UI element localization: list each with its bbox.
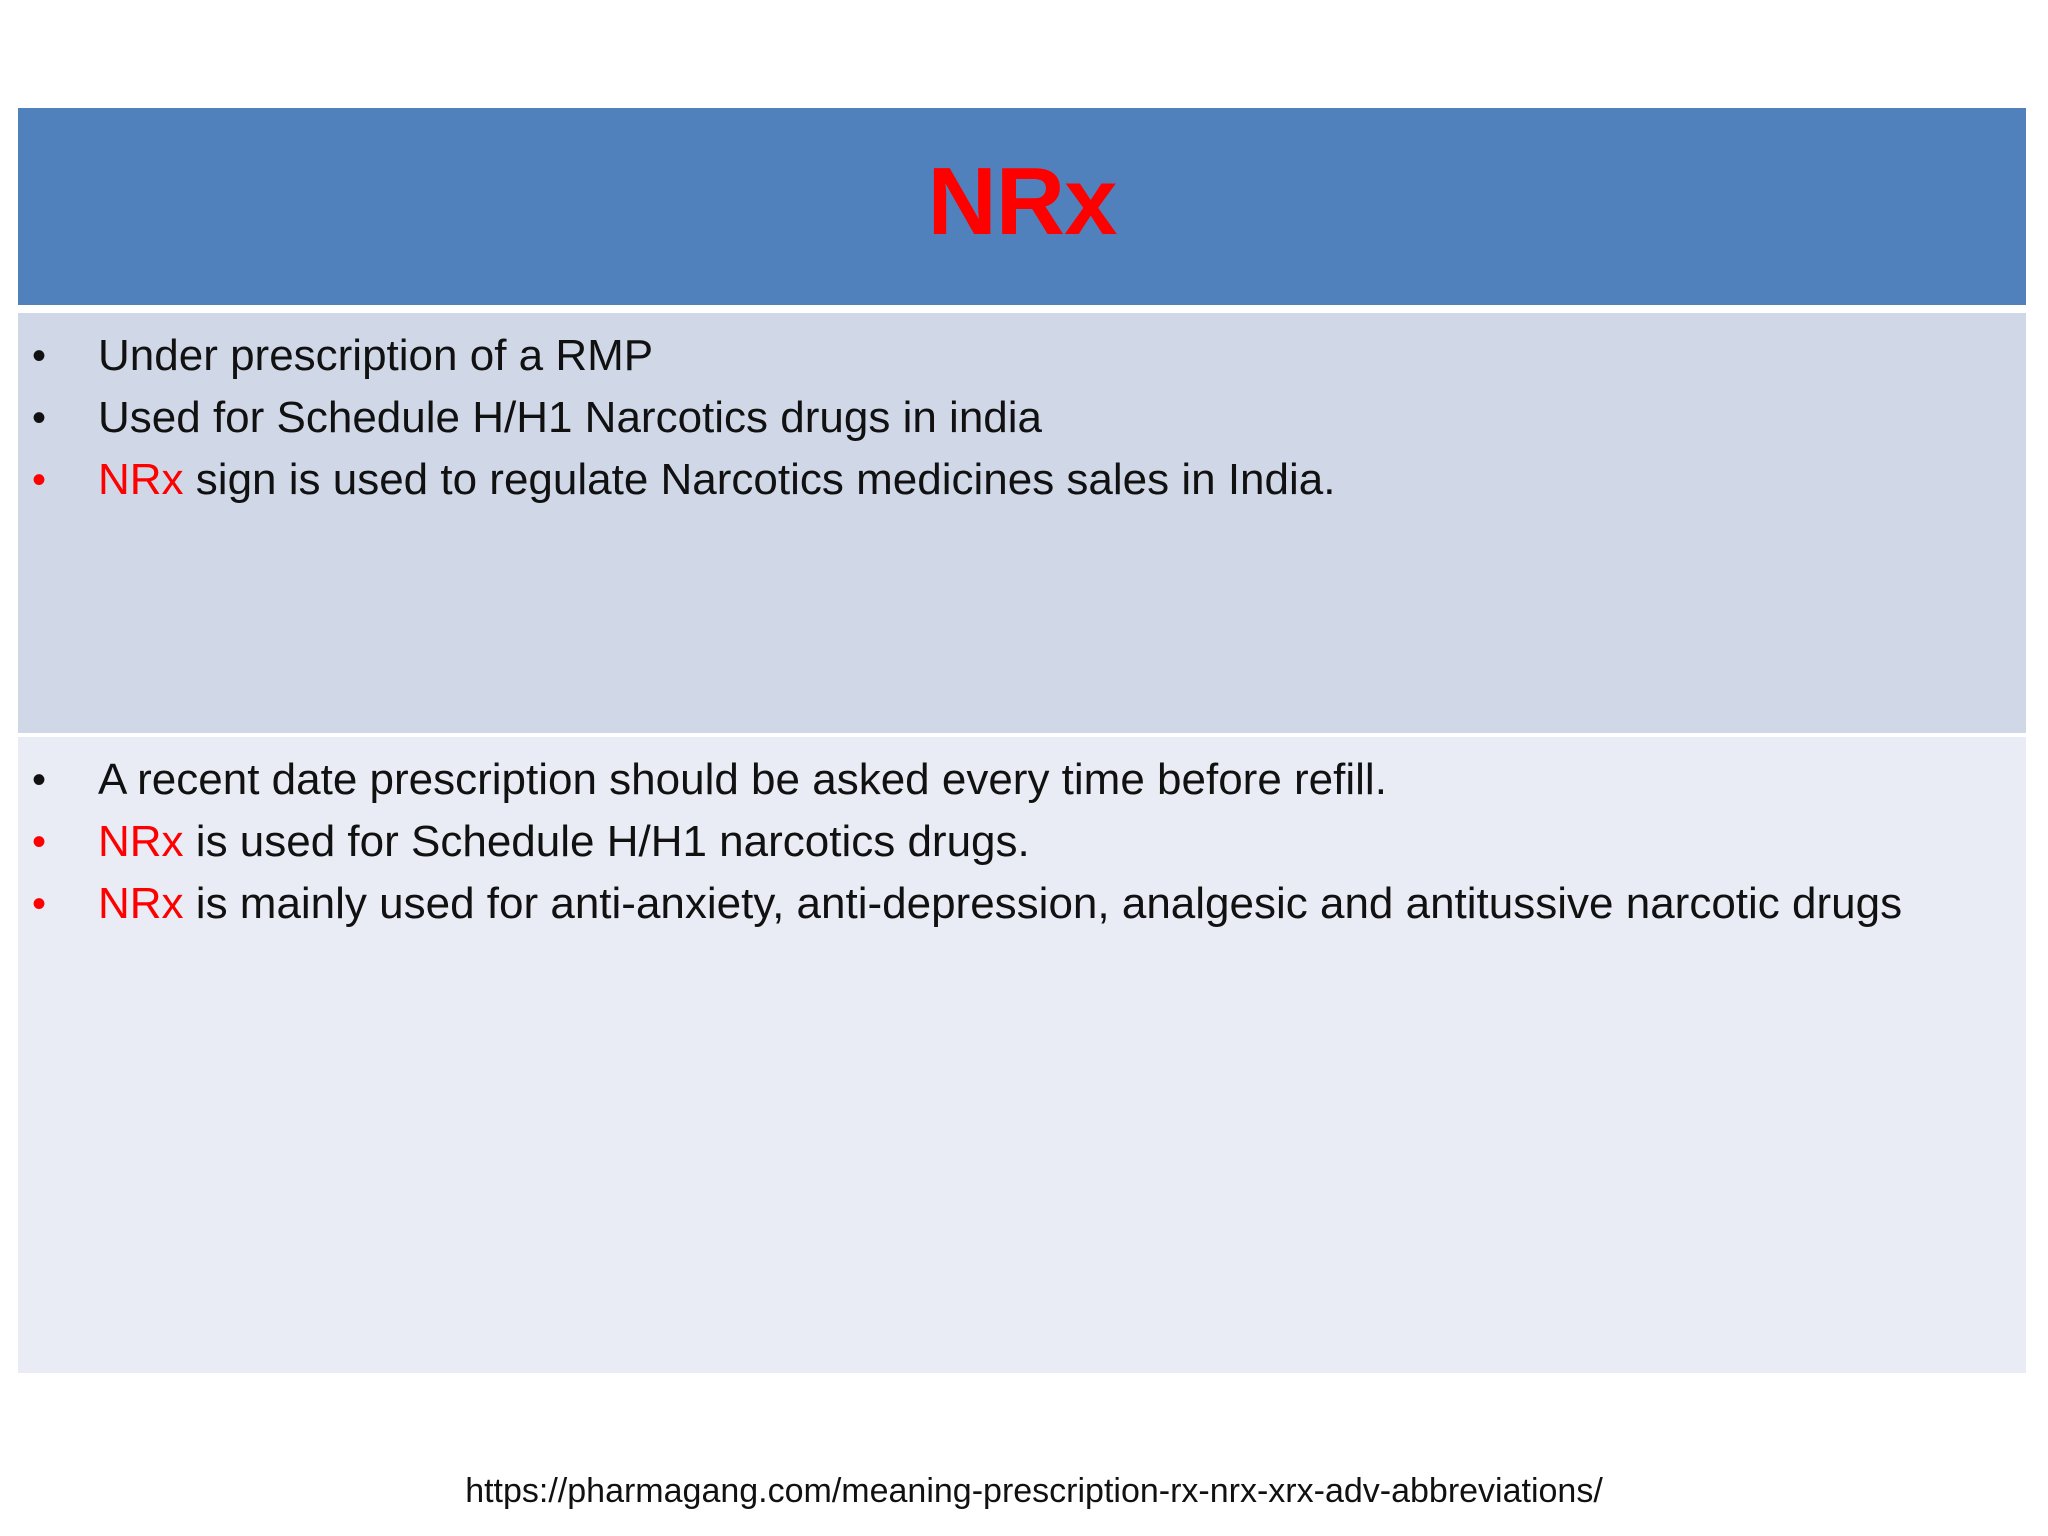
highlight-term: NRx	[98, 879, 184, 928]
list-item	[18, 811, 2008, 873]
content-panel-top	[18, 313, 2026, 733]
highlight-term: NRx	[98, 817, 184, 866]
list-item	[18, 449, 2008, 511]
bullet-icon: •	[32, 458, 47, 502]
bullet-icon: •	[32, 820, 47, 864]
bullet-icon: •	[32, 882, 47, 926]
list-item-text: A recent date prescription should be asked every time before refill.	[98, 755, 1387, 804]
bullet-icon: •	[32, 758, 47, 802]
bullet-icon: •	[32, 334, 47, 378]
title-bar	[18, 108, 2026, 305]
list-item-text: Used for Schedule H/H1 Narcotics drugs in india	[98, 393, 1043, 442]
source-url: https://pharmagang.com/meaning-prescription-rx-nrx-xrx-adv-abbreviations/	[465, 1472, 1603, 1510]
bullet-list-bottom	[18, 749, 2008, 935]
highlight-term: NRx	[98, 455, 184, 504]
list-item-text: is used for Schedule H/H1 narcotics drugs.	[183, 817, 1030, 866]
bullet-list-top	[18, 325, 2008, 511]
list-item-text: is mainly used for anti-anxiety, anti-depression, analgesic and antitussive narcotic drugs	[183, 879, 1903, 928]
list-item-text: Under prescription of a RMP	[98, 331, 654, 380]
list-item	[18, 325, 2008, 387]
list-item-text: sign is used to regulate Narcotics medicines sales in India.	[183, 455, 1336, 504]
content-panel-bottom	[18, 737, 2026, 1373]
list-item	[18, 387, 2008, 449]
bullet-icon: •	[32, 396, 47, 440]
slide-title: NRx	[927, 147, 1117, 255]
list-item	[18, 749, 2008, 811]
list-item	[18, 873, 2008, 935]
